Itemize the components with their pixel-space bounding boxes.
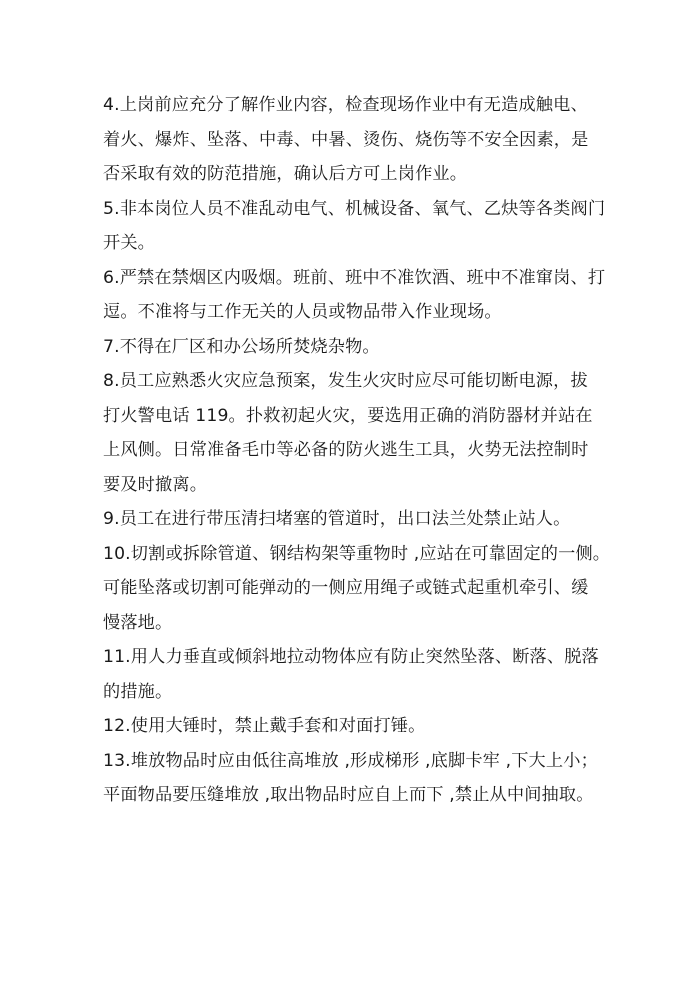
rule-7-line-1: 7.不得在厂区和办公场所焚烧杂物。: [103, 336, 380, 357]
rule-6-line-1: 6.严禁在禁烟区内吸烟。班前、班中不准饮酒、班中不准窜岗、打: [103, 267, 606, 288]
rule-11-line-1: 11.用人力垂直或倾斜地拉动物体应有防止突然坠落、断落、脱落: [103, 647, 599, 667]
rule-10-line-3: 慢落地。: [103, 612, 173, 633]
rule-5-line-1: 5.非本岗位人员不准乱动电气、机械设备、氧气、乙炔等各类阀门: [103, 198, 606, 219]
rule-5-line-2: 开关。: [103, 233, 156, 253]
rule-9-line-1: 9.员工在进行带压清扫堵塞的管道时，出口法兰处禁止站人。: [103, 509, 571, 529]
rule-10-line-1: 10.切割或拆除管道、钢结构架等重物时 ,应站在可靠固定的一侧。: [103, 543, 611, 564]
rule-4-line-3: 否采取有效的防范措施，确认后方可上岗作业。: [103, 164, 468, 184]
rule-10-line-2: 可能坠落或切割可能弹动的一侧应用绳子或链式起重机牵引、缓: [103, 578, 589, 598]
rule-13-line-2: 平面物品要压缝堆放 ,取出物品时应自上而下 ,禁止从中间抽取。: [103, 785, 594, 805]
rule-4-line-2: 着火、爆炸、坠落、中毒、中暑、烫伤、烧伤等不安全因素，是: [103, 129, 589, 150]
rule-13-line-1: 13.堆放物品时应由低往高堆放 ,形成梯形 ,底脚卡牢 ,下大上小；: [103, 750, 598, 771]
rule-8-line-4: 要及时撤离。: [103, 474, 208, 495]
rule-8-line-1: 8.员工应熟悉火灾应急预案，发生火灾时应尽可能切断电源，拔: [103, 371, 588, 391]
rule-6-line-2: 逗。不准将与工作无关的人员或物品带入作业现场。: [103, 302, 502, 322]
rule-11-line-2: 的措施。: [103, 681, 173, 702]
rule-12-line-1: 12.使用大锤时，禁止戴手套和对面打锤。: [103, 716, 426, 736]
rule-8-line-2: 打火警电话 119。扑救初起火灾，要选用正确的消防器材并站在: [103, 405, 593, 426]
document-body: [103, 88, 611, 813]
rule-8-line-3: 上风侧。日常准备毛巾等必备的防火逃生工具，火势无法控制时: [103, 440, 589, 460]
rule-4-line-1: 4.上岗前应充分了解作业内容，检查现场作业中有无造成触电、: [103, 95, 588, 115]
